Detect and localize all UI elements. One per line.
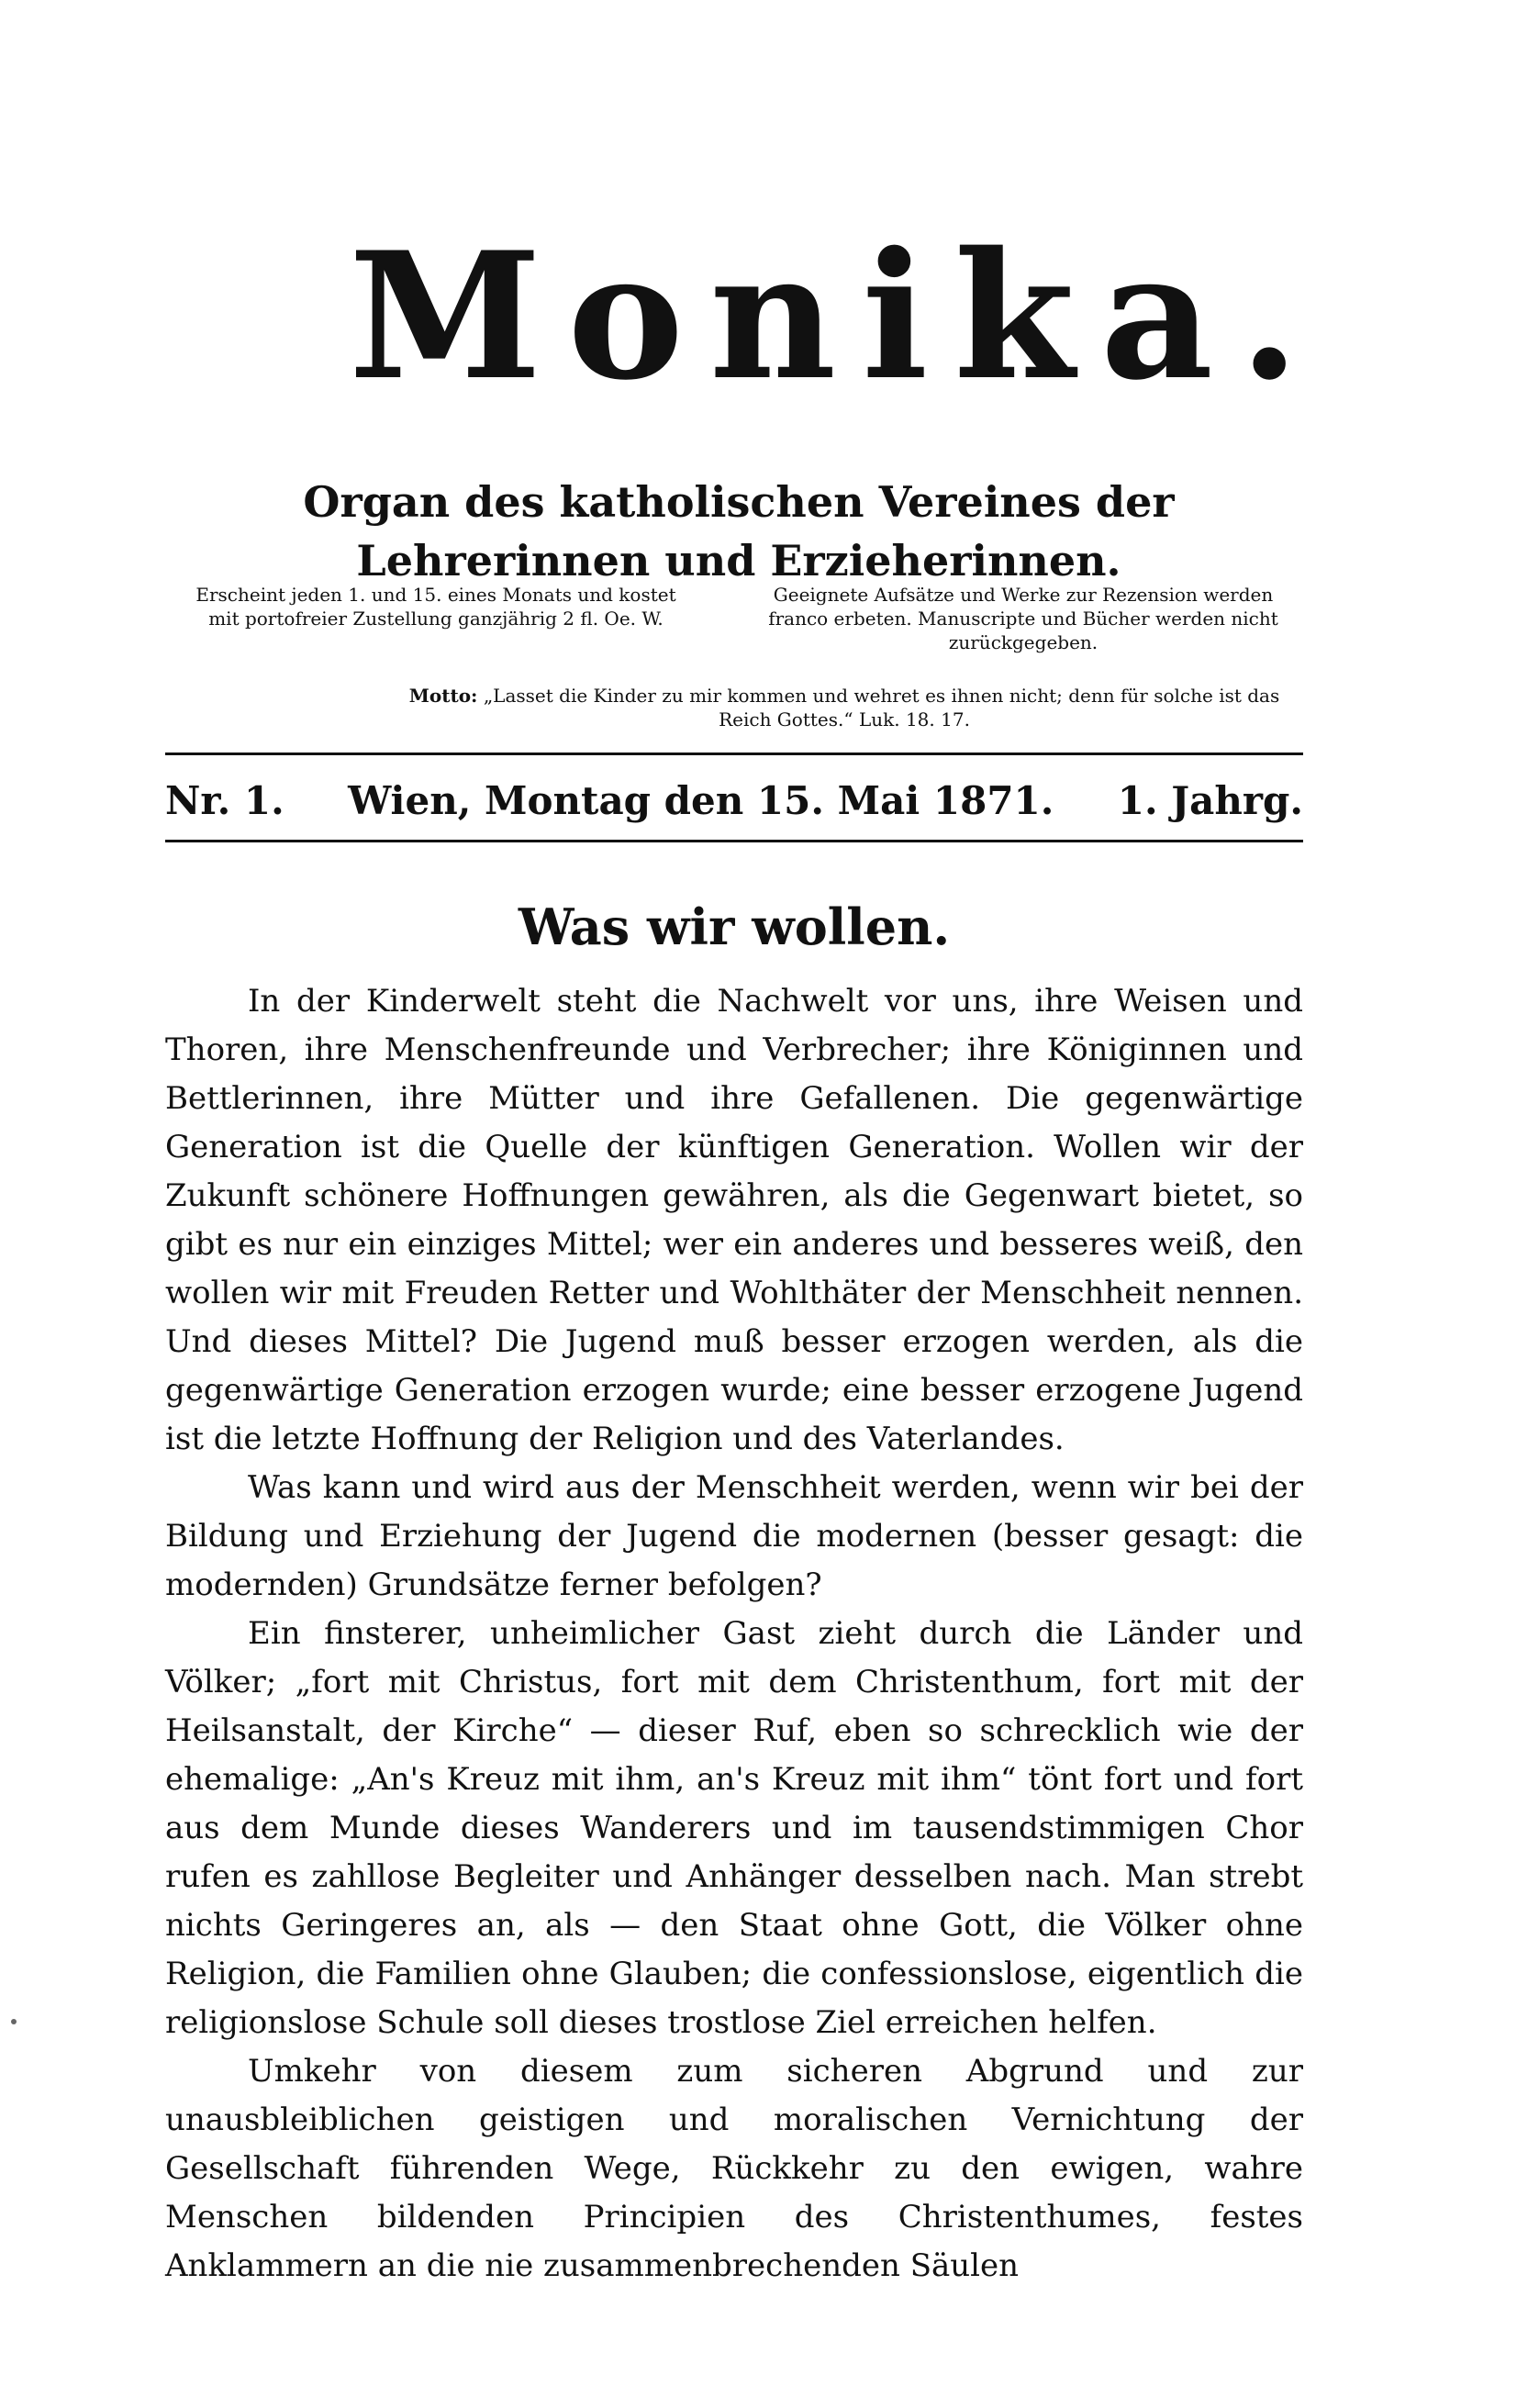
article-title: Was wir wollen. [518, 897, 951, 956]
scan-speck [11, 2019, 17, 2024]
article-paragraph: In der Kinderwelt steht die Nachwelt vor uns, ihre Weisen und Thoren, ihre Menschenfreunde und Verbrecher; ihre Königinnen und Bettlerinnen, ihre Mütter und ihre Gefallenen. Die gegenwärtige Generation ist die Quelle der künftigen Generation. Wollen wir der Zukunft schönere Hoffnungen gewähren, als die Gegenwart bietet, so gibt es nur ein einziges Mittel; wer ein anderes und besseres weiß, den wollen wir mit Freuden Retter und Wohlthäter der Menschheit nennen. Und dieses Mittel? Die Jugend muß besser erzogen werden, als die gegenwärtige Generation erzogen wurde; eine besser erzogene Jugend ist die letzte Hoffnung der Religion und des Vaterlandes. [165, 983, 1303, 1457]
motto-text: „Lasset die Kinder zu mir kommen und wehret es ihnen nicht; denn für solche ist das Reich Gottes.“ [483, 685, 1280, 730]
issue-number: Nr. 1. [165, 778, 284, 823]
article-body [165, 977, 1303, 2291]
article-paragraph: Was kann und wird aus der Menschheit werden, wenn wir bei der Bildung und Erziehung der Jugend die modernen (besser gesagt: die modernden) Grundsätze ferner befolgen? [165, 1469, 1303, 1603]
masthead-title: Monika. [349, 214, 1326, 418]
subscription-info: Erscheint jeden 1. und 15. eines Monats und kostet mit portofreier Zustellung ganzjährig 2 fl. Oe. W. [195, 584, 676, 630]
masthead-subtitle: Organ des katholischen Vereines der Lehrerinnen und Erzieherinnen. [303, 477, 1175, 585]
top-rule [165, 752, 1303, 755]
bottom-rule [165, 840, 1303, 842]
motto-label: Motto: [408, 685, 478, 707]
article-paragraph: Ein finsterer, unheimlicher Gast zieht durch die Länder und Völker; „fort mit Christus, fort mit dem Christenthum, fort mit der Heilsanstalt, der Kirche“ — dieser Ruf, eben so schrecklich wie der ehemalige: „An's Kreuz mit ihm, an's Kreuz mit ihm“ tönt fort und fort aus dem Munde dieses Wanderers und im tausendstimmigen Chor rufen es zahllose Begleiter und Anhänger desselben nach. Man strebt nichts Geringeres an, als — den Staat ohne Gott, die Völker ohne Religion, die Familien ohne Glauben; die confessionslose, eigentlich die religionslose Schule soll dieses trostlose Ziel erreichen helfen. [165, 1615, 1303, 2041]
article-paragraph: Umkehr von diesem zum sicheren Abgrund und zur unausbleiblichen geistigen und moralischen Vernichtung der Gesellschaft führenden Wege, Rückkehr zu den ewigen, wahre Menschen bildenden Principien des Christenthumes, festes Anklammern an die nie zusammenbrechenden Säulen [165, 2053, 1303, 2284]
issue-dateline: Wien, Montag den 15. Mai 1871. [348, 778, 1054, 823]
submission-info: Geeignete Aufsätze und Werke zur Rezension werden franco erbeten. Manuscripte und Bücher werden nicht zurückgegeben. [768, 584, 1278, 653]
issue-year: 1. Jahrg. [1117, 778, 1303, 823]
issue-line [165, 775, 1303, 827]
motto-citation: Luk. 18. 17. [858, 708, 970, 730]
motto [385, 684, 1303, 731]
